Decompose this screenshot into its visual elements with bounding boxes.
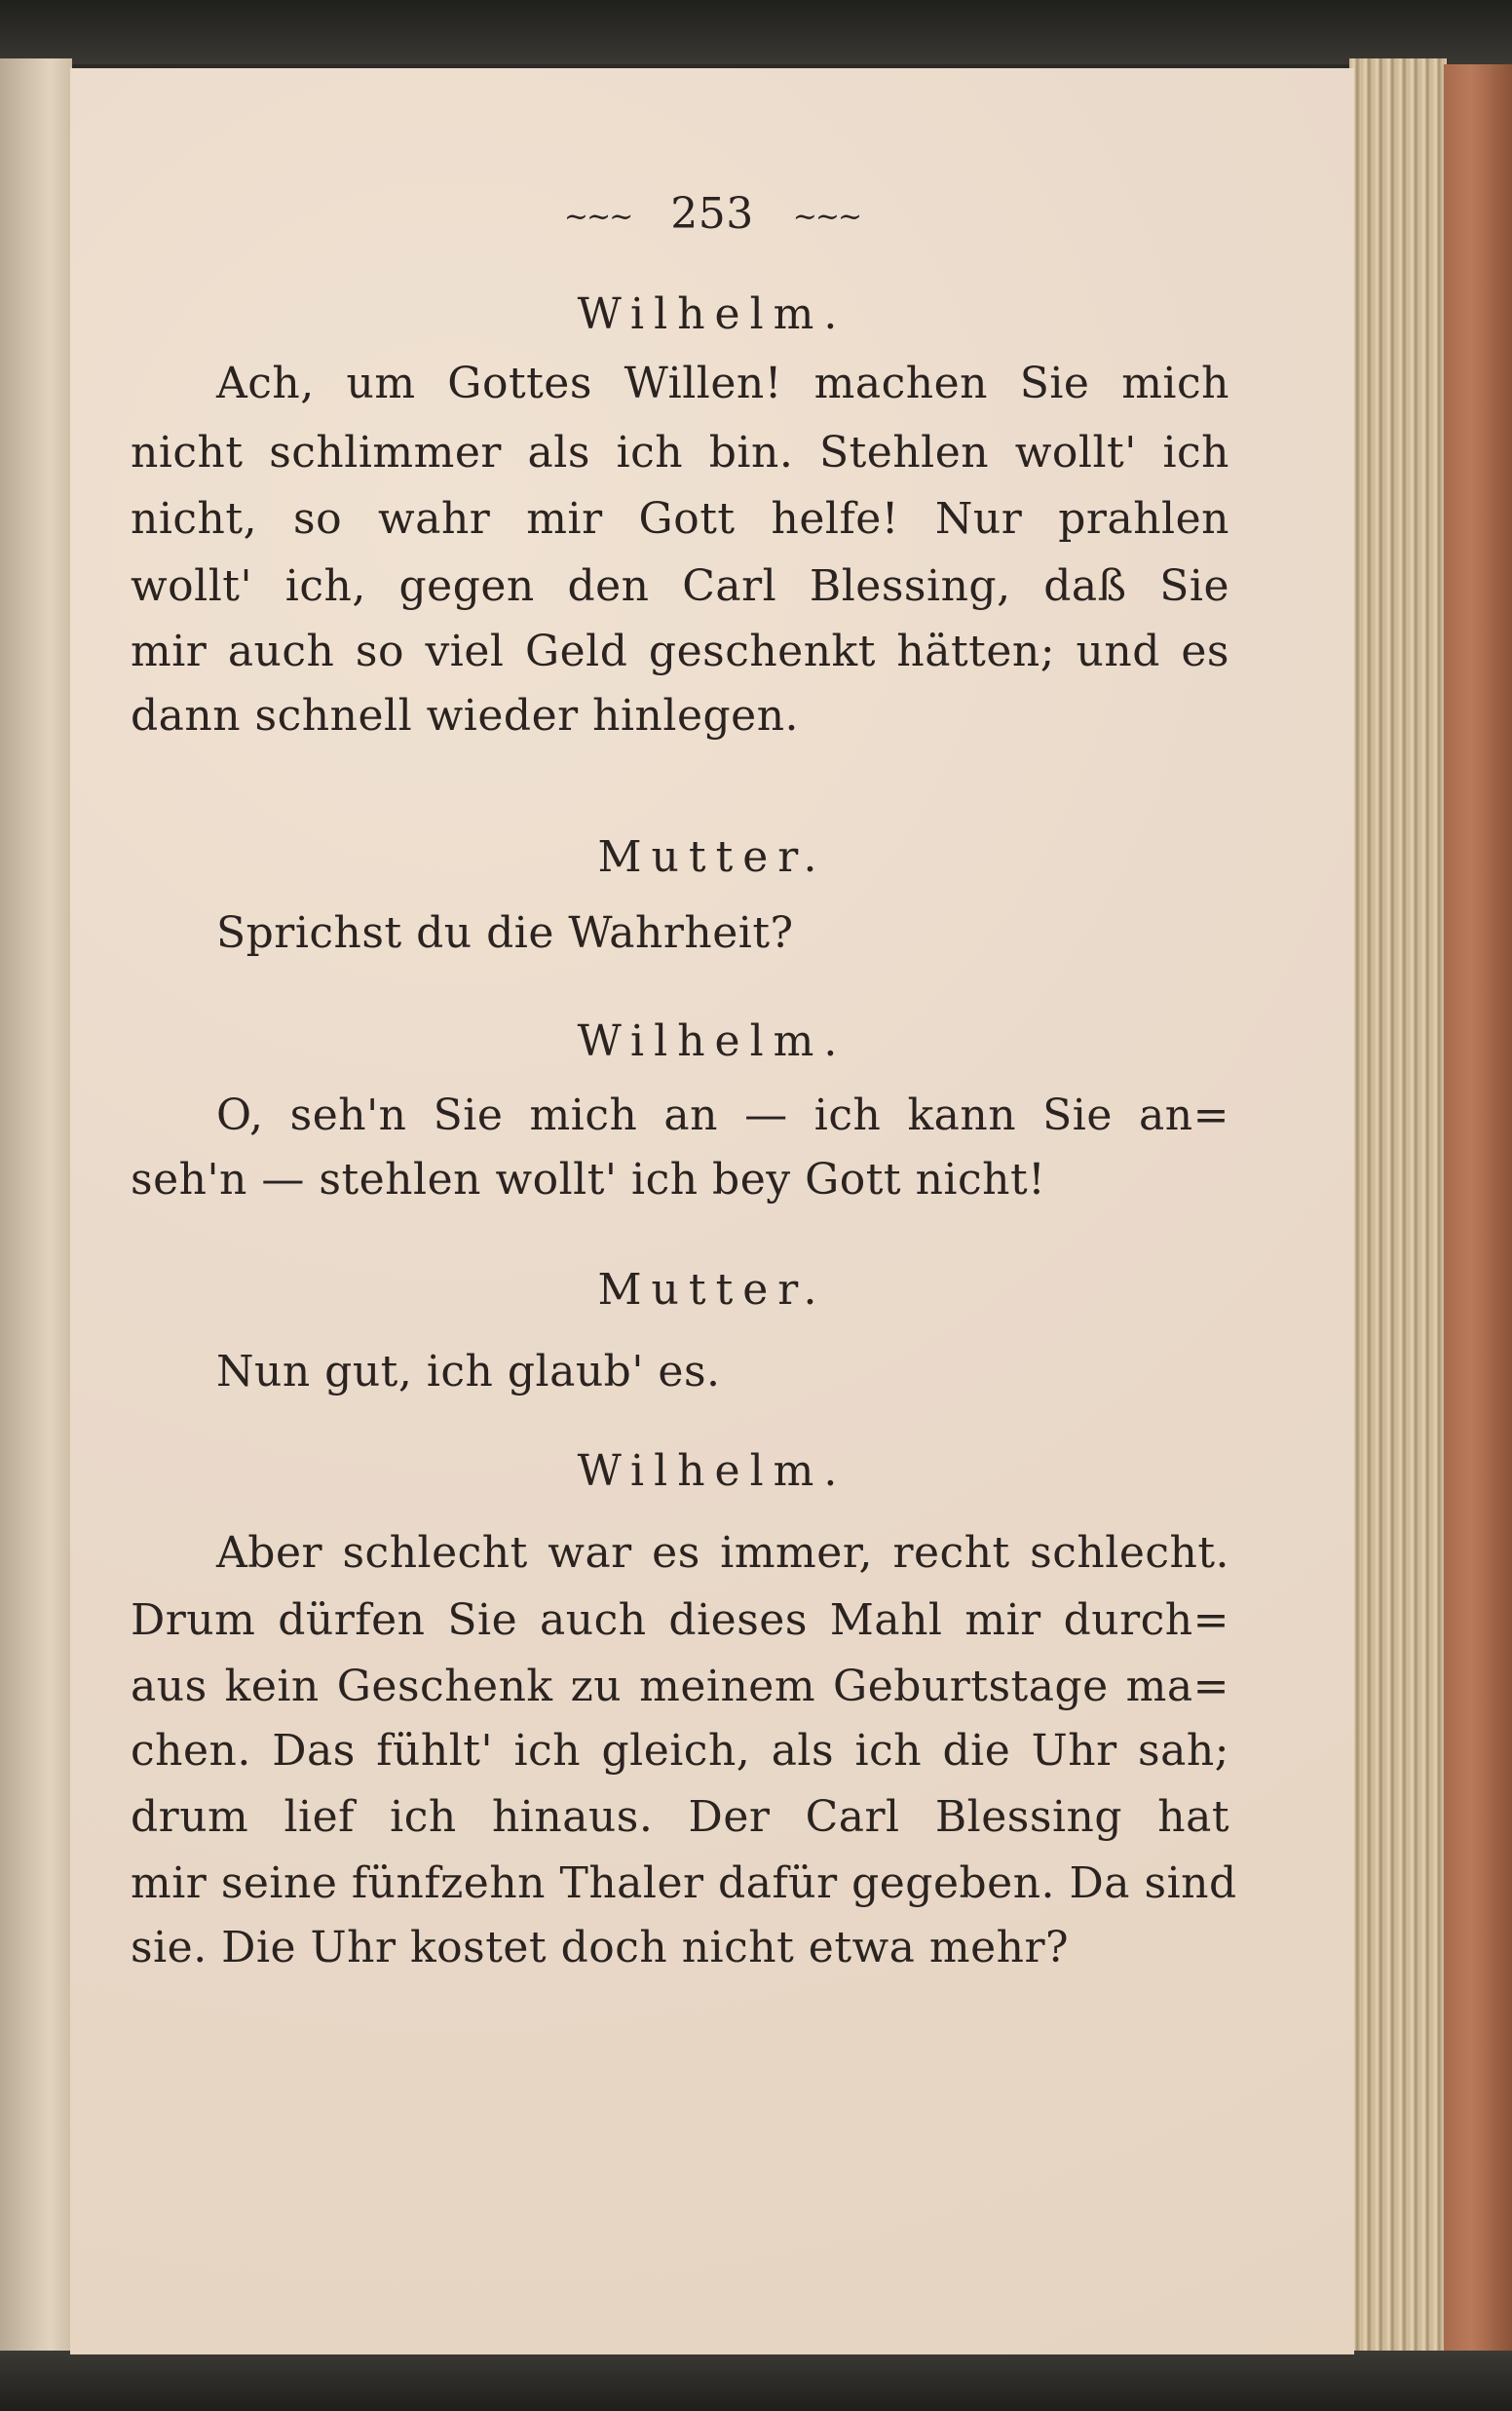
- facing-page-edge: [0, 58, 72, 2358]
- text-line: drum lief ich hinaus. Der Carl Blessing hat: [131, 1792, 1229, 1842]
- text-line: Aber schlecht war es immer, recht schlecht.: [216, 1528, 1229, 1578]
- speaker-name: Wilhelm.: [577, 1016, 848, 1066]
- text-line: mir auch so viel Geld geschenkt hätten; und es: [131, 627, 1229, 676]
- text-line: seh'n — stehlen wollt' ich bey Gott nicht!: [131, 1155, 1046, 1205]
- speaker-name: Mutter.: [597, 832, 827, 882]
- text-line: aus kein Geschenk zu meinem Geburtstage ma=: [131, 1662, 1229, 1711]
- text-line: Drum dürfen Sie auch dieses Mahl mir durch=: [131, 1595, 1229, 1645]
- text-line: O, seh'n Sie mich an — ich kann Sie an=: [216, 1091, 1229, 1140]
- text-line: dann schnell wieder hinlegen.: [131, 691, 800, 741]
- speaker-name: Wilhelm.: [577, 289, 848, 339]
- text-line: sie. Die Uhr kostet doch nicht etwa mehr?: [131, 1923, 1070, 1972]
- page-stack-edges: [1349, 58, 1447, 2368]
- text-line: wollt' ich, gegen den Carl Blessing, daß Sie: [131, 561, 1229, 611]
- text-line: Ach, um Gottes Willen! machen Sie mich: [216, 359, 1229, 408]
- text-line: Nun gut, ich glaub' es.: [216, 1347, 721, 1397]
- ornament-left: ~~~: [563, 199, 632, 234]
- ornament-right: ~~~: [792, 199, 861, 234]
- scan-background-top: [0, 0, 1512, 64]
- text-line: nicht schlimmer als ich bin. Stehlen wollt' ich: [131, 428, 1229, 478]
- text-line: nicht, so wahr mir Gott helfe! Nur prahlen: [131, 494, 1229, 544]
- scan-background-bottom: [0, 2351, 1512, 2411]
- text-line: Sprichst du die Wahrheit?: [216, 908, 794, 958]
- book-page: [70, 68, 1354, 2354]
- book-cover-edge: [1444, 64, 1512, 2364]
- text-line: chen. Das fühlt' ich gleich, als ich die Uhr sah;: [131, 1726, 1229, 1776]
- page-number: 253: [670, 189, 754, 239]
- speaker-name: Mutter.: [597, 1265, 827, 1315]
- page-header: [70, 187, 1354, 245]
- text-line: mir seine fünfzehn Thaler dafür gegeben. Da sind: [131, 1858, 1237, 1908]
- speaker-name: Wilhelm.: [577, 1446, 848, 1496]
